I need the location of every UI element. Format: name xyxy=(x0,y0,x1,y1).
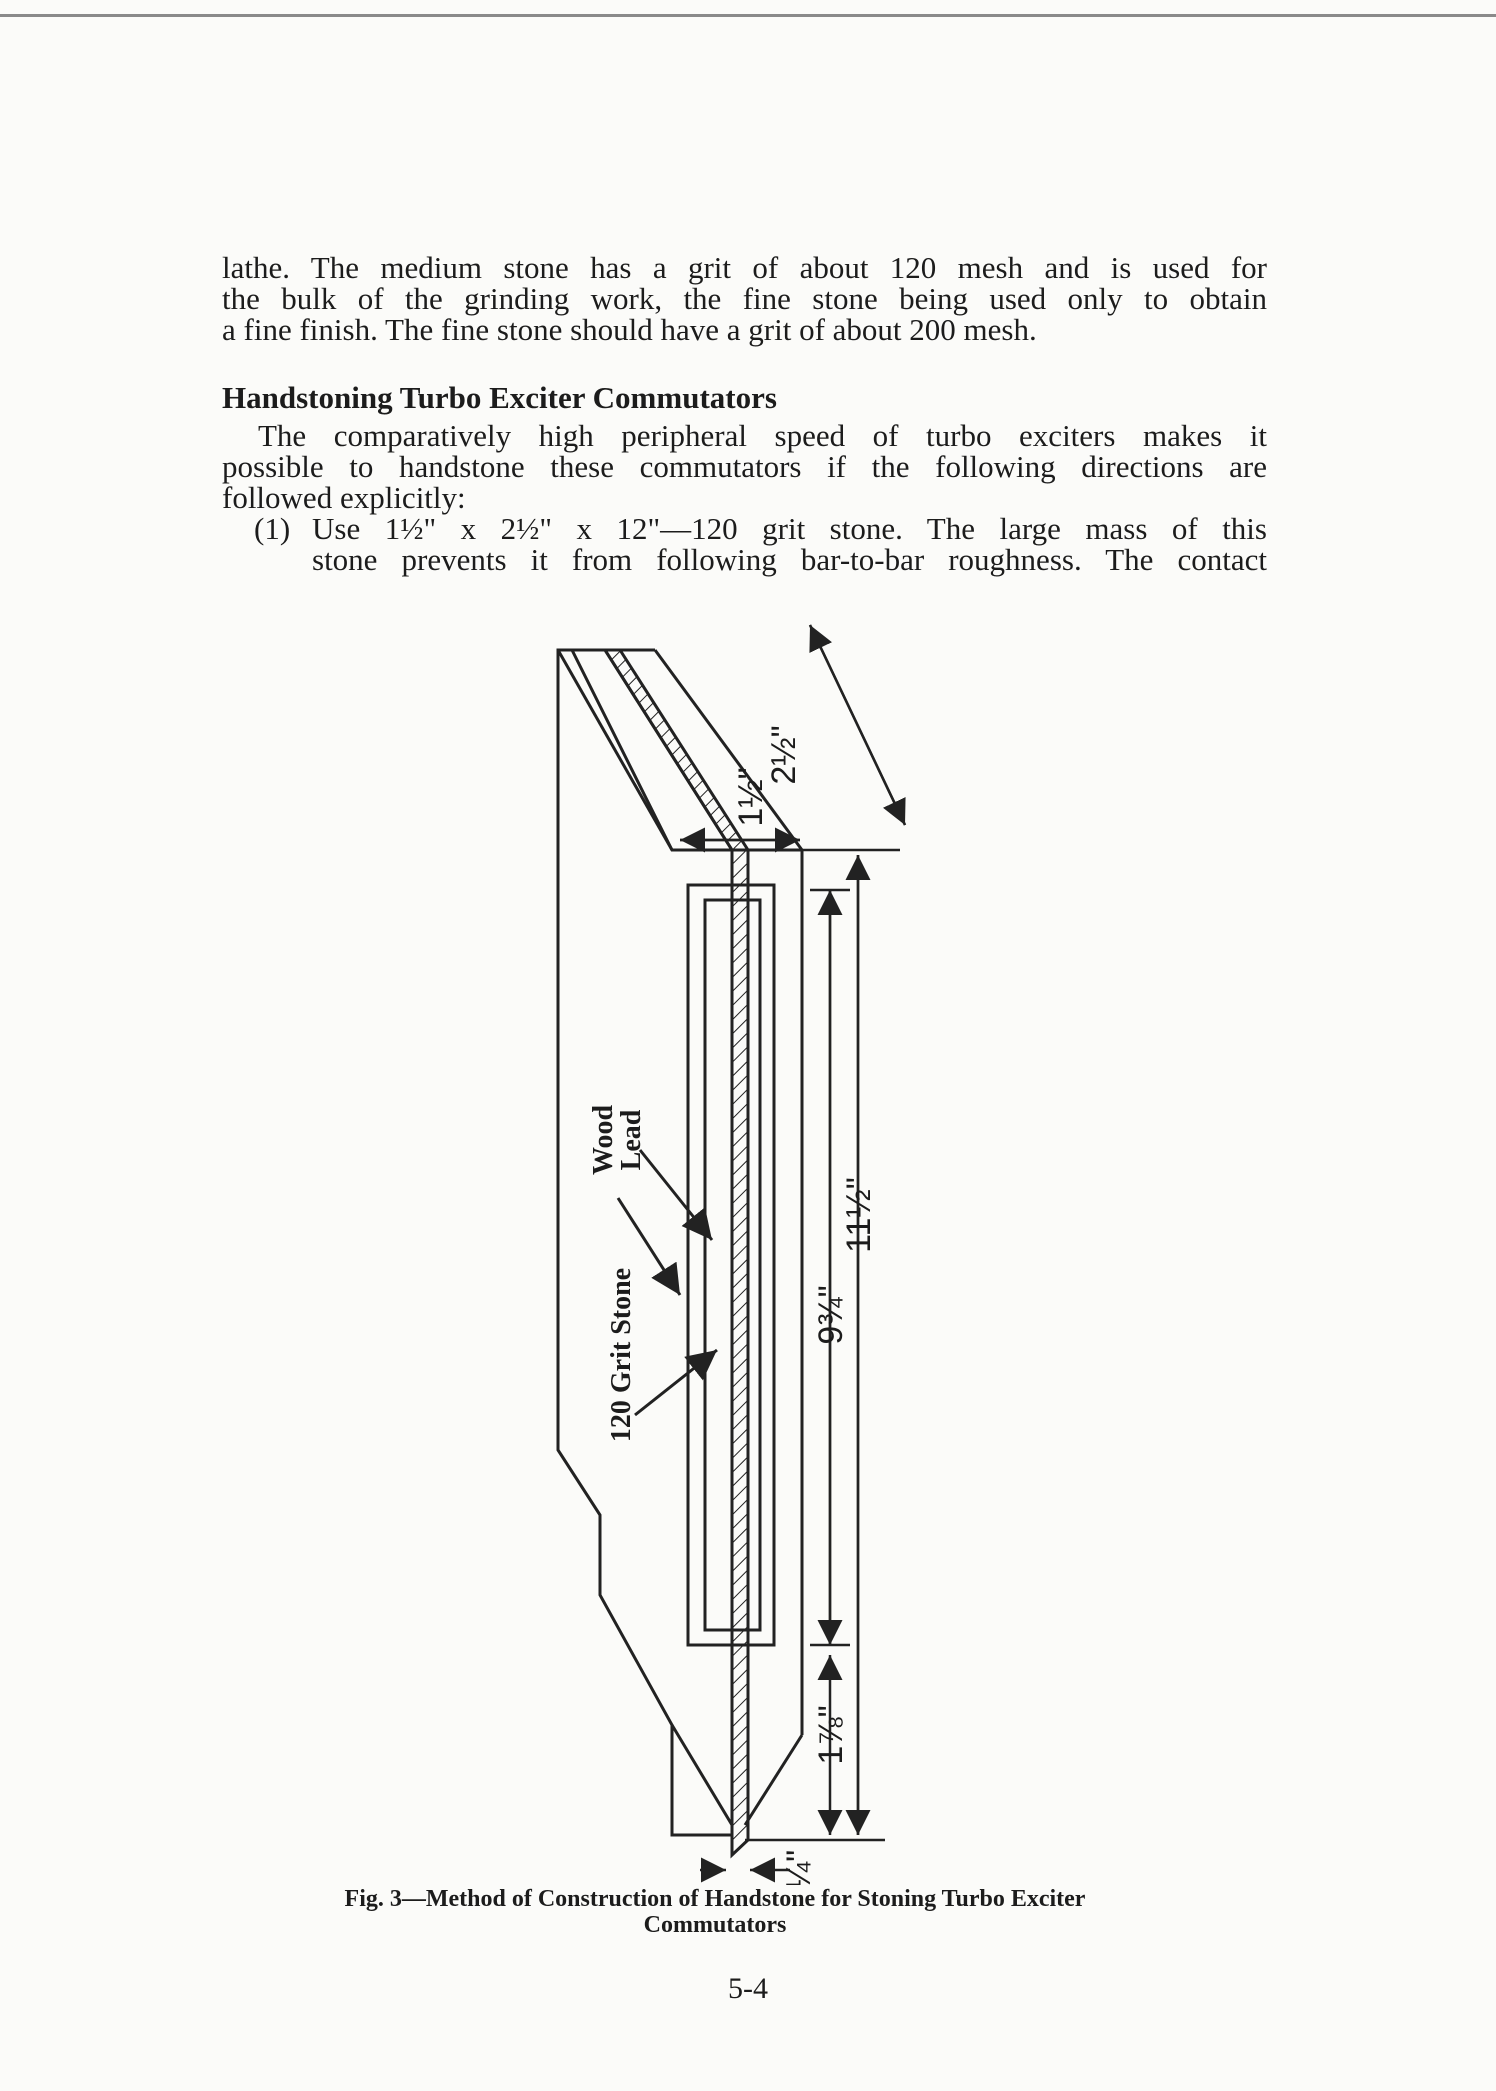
lead-strip xyxy=(732,850,748,1855)
body-paragraph xyxy=(222,420,1267,513)
intro-paragraph xyxy=(222,252,1267,345)
section-heading: Handstoning Turbo Exciter Commutators xyxy=(222,380,777,415)
body-line-2: possible to handstone these commutators if the following directions are xyxy=(222,449,1267,484)
body-line-3: followed explicitly: xyxy=(222,480,466,515)
intro-line-2: the bulk of the grinding work, the fine stone being used only to obtain xyxy=(222,281,1267,316)
list-item-1-line-1: Use 1½" x 2½" x 12"—120 grit stone. The large mass of this xyxy=(312,511,1267,546)
body-line-1: The comparatively high peripheral speed of turbo exciters makes it xyxy=(258,418,1267,453)
figure-caption xyxy=(230,1886,1200,1938)
page-number: 5-4 xyxy=(728,1972,768,2005)
handstone-figure xyxy=(500,615,970,1885)
intro-line-1: lathe. The medium stone has a grit of about 120 mesh and is used for xyxy=(222,250,1267,285)
dim-lead-thickness: ¼" xyxy=(780,1849,818,1885)
dim-bottom-segment: 1⅞" xyxy=(812,1705,850,1765)
page-top-rule xyxy=(0,14,1496,17)
label-wood: Wood xyxy=(588,1104,619,1176)
dim-depth-top: 2½" xyxy=(765,725,803,785)
list-item-1 xyxy=(222,513,1267,575)
dim-overall-length: 11½" xyxy=(840,1177,878,1253)
list-item-1-number: (1) xyxy=(254,511,291,546)
caption-line-2: Commutators xyxy=(643,1912,787,1938)
label-stone: 120 Grit Stone xyxy=(606,1267,637,1443)
label-lead: Lead xyxy=(616,1109,647,1171)
intro-line-3: a fine finish. The fine stone should have a grit of about 200 mesh. xyxy=(222,312,1037,347)
caption-line-1: Fig. 3—Method of Construction of Handstone for Stoning Turbo Exciter xyxy=(344,1886,1086,1912)
list-item-1-line-2: stone prevents it from following bar-to-bar roughness. The contact xyxy=(312,542,1267,577)
dim-stone-length: 9¾" xyxy=(812,1285,850,1345)
dim-width-top: 1½" xyxy=(732,767,770,827)
